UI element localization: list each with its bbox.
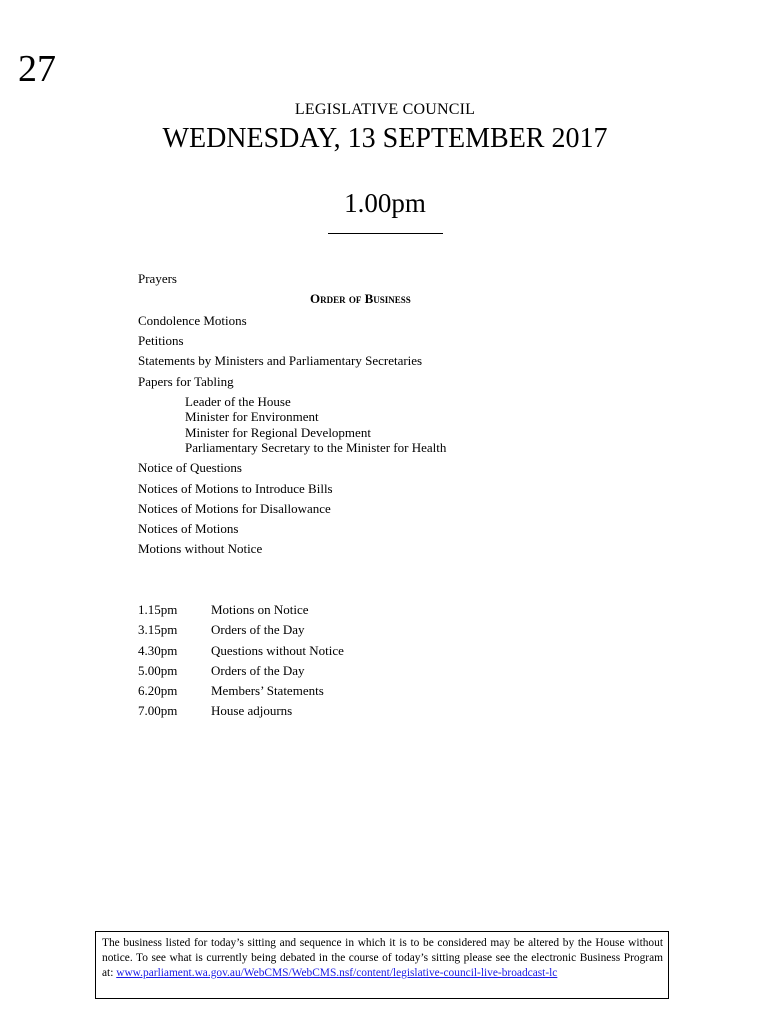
divider-rule	[328, 233, 443, 234]
sitting-date: WEDNESDAY, 13 SEPTEMBER 2017	[162, 123, 608, 154]
tabling-member: Leader of the House	[185, 394, 291, 409]
business-item-papers-for-tabling: Papers for Tabling	[138, 374, 234, 389]
schedule-time: 3.15pm	[138, 622, 178, 637]
schedule-time: 6.20pm	[138, 683, 178, 698]
business-program-link[interactable]: www.parliament.wa.gov.au/WebCMS/WebCMS.nsf/content/legislative-council-live-broadcast-lc	[116, 967, 558, 979]
schedule-item: House adjourns	[211, 703, 293, 718]
schedule-item: Orders of the Day	[211, 622, 305, 637]
schedule-time: 1.15pm	[138, 602, 178, 617]
schedule-time: 7.00pm	[138, 703, 178, 718]
business-item-condolence-motions: Condolence Motions	[138, 313, 247, 328]
schedule-item: Questions without Notice	[211, 643, 344, 658]
footer-notice-box	[95, 931, 669, 999]
schedule-item: Members’ Statements	[211, 683, 324, 698]
business-item-petitions: Petitions	[138, 333, 184, 348]
notice-item: Notices of Motions for Disallowance	[138, 501, 331, 516]
schedule-time: 4.30pm	[138, 643, 178, 658]
tabling-member: Minister for Regional Development	[185, 425, 371, 440]
tabling-member: Minister for Environment	[185, 409, 319, 424]
notice-item: Motions without Notice	[138, 541, 263, 556]
prayers-item: Prayers	[138, 271, 177, 286]
business-item-statements: Statements by Ministers and Parliamentary Secretaries	[138, 353, 423, 368]
notice-item: Notices of Motions	[138, 521, 239, 536]
footer-notice-text: The business listed for today’s sitting and sequence in which it is to be considered may be altered by the House without notice. To see what is currently being debated in the course of today’s sitting please see the electronic Business Program at:	[102, 937, 663, 979]
notice-item: Notice of Questions	[138, 460, 242, 475]
schedule-item: Orders of the Day	[211, 663, 305, 678]
chamber-title: LEGISLATIVE COUNCIL	[294, 101, 476, 118]
schedule-item: Motions on Notice	[211, 602, 309, 617]
page-number: 27	[18, 48, 56, 90]
sitting-time: 1.00pm	[344, 188, 426, 218]
tabling-member: Parliamentary Secretary to the Minister for Health	[185, 440, 447, 455]
notice-item: Notices of Motions to Introduce Bills	[138, 481, 333, 496]
schedule-time: 5.00pm	[138, 663, 178, 678]
order-of-business-heading: Order of Business	[310, 291, 411, 306]
